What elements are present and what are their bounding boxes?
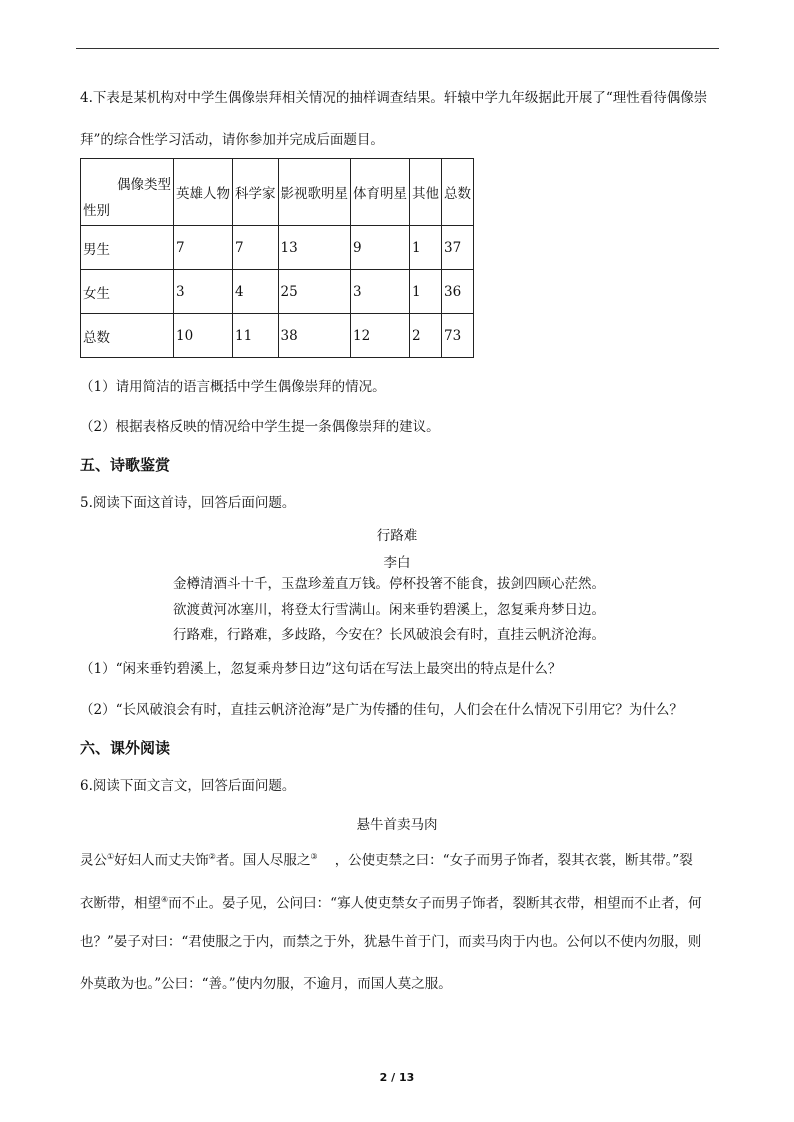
table-row [81, 226, 474, 270]
passage-text: 衣断带，相望 [80, 895, 161, 912]
passage-text: 灵公 [80, 852, 107, 869]
section-heading: 六、课外阅读 [80, 739, 171, 757]
q5-sub1: （1）“闲来垂钓碧溪上，忽复乘舟梦日边”这句话在写法上最突出的特点是什么？ [80, 661, 562, 677]
corner-bottom-label: 性别 [83, 203, 110, 219]
table-cell: 38 [278, 314, 351, 358]
table-cell: 12 [351, 314, 410, 358]
table-cell: 37 [442, 226, 474, 270]
table-cell: 1 [410, 270, 442, 314]
table-cell: 11 [233, 314, 279, 358]
table-cell: 73 [442, 314, 474, 358]
poem-author: 李白 [383, 555, 411, 571]
row-label: 总数 [81, 314, 174, 358]
table-header: 影视歌明星 [278, 159, 351, 226]
table-header-row [81, 159, 474, 226]
section-heading: 五、诗歌鉴赏 [80, 456, 171, 474]
poem-line: 行路难，行路难，多歧路，今安在？长风破浪会有时，直挂云帆济沧海。 [173, 627, 605, 643]
table-cell: 1 [410, 226, 442, 270]
idol-survey-table [80, 158, 474, 358]
table-cell: 4 [233, 270, 279, 314]
table-cell: 13 [278, 226, 351, 270]
table-row [81, 314, 474, 358]
row-label: 男生 [81, 226, 174, 270]
table-cell: 10 [174, 314, 233, 358]
table-cell: 3 [174, 270, 233, 314]
table-header: 体育明星 [351, 159, 410, 226]
q4-sub2: （2）根据表格反映的情况给中学生提一条偶像崇拜的建议。 [80, 419, 440, 435]
poem-line: 欲渡黄河冰塞川，将登太行雪满山。闲来垂钓碧溪上，忽复乘舟梦日边。 [173, 602, 605, 618]
table-corner-cell [81, 159, 174, 226]
table-cell: 9 [351, 226, 410, 270]
footnote-mark: ③ [310, 852, 318, 861]
q5-sub2: （2）“长风破浪会有时，直挂云帆济沧海”是广为传播的佳句，人们会在什么情况下引用它？为什么？ [80, 702, 683, 718]
passage-text: 而不止。晏子见，公问曰：“寡人使吏禁女子而男子饰者，裂断其衣带，相望而不止者，何 [168, 895, 702, 912]
passage-line: 外莫敢为也。”公曰：“善。”使内勿服，不逾月，而国人莫之服。 [80, 976, 452, 992]
table-header: 科学家 [233, 159, 279, 226]
table-cell: 25 [278, 270, 351, 314]
footnote-mark: ② [208, 852, 216, 861]
table-cell: 36 [442, 270, 474, 314]
q4-sub1: （1）请用简洁的语言概括中学生偶像崇拜的情况。 [80, 379, 386, 395]
table-cell: 7 [174, 226, 233, 270]
table-cell: 2 [410, 314, 442, 358]
page-number: 2 / 13 [379, 1071, 415, 1084]
poem-line: 金樽清酒斗十千，玉盘珍羞直万钱。停杯投箸不能食，拔剑四顾心茫然。 [173, 576, 605, 592]
passage-text: 者。国人尽服之 [215, 852, 311, 869]
q5-intro: 5.阅读下面这首诗，回答后面问题。 [80, 495, 296, 511]
table-header: 英雄人物 [174, 159, 233, 226]
table-header: 其他 [410, 159, 442, 226]
passage-text: ，公使吏禁之曰：“女子而男子饰者，裂其衣裳，断其带。”裂 [334, 852, 693, 869]
q4-line1: 4.下表是某机构对中学生偶像崇拜相关情况的抽样调查结果。轩辕中学九年级据此开展了“理性看待偶像崇 [80, 90, 708, 106]
passage-line: 也？”晏子对曰：“君使服之于内，而禁之于外，犹悬牛首于门，而卖马肉于内也。公何以不使内勿服，则 [80, 934, 702, 950]
table-cell: 3 [351, 270, 410, 314]
header-rule [76, 48, 719, 49]
q4-line2: 拜”的综合性学习活动，请你参加并完成后面题目。 [80, 132, 384, 148]
passage-line [80, 891, 702, 913]
table-row [81, 270, 474, 314]
row-label: 女生 [81, 270, 174, 314]
passage-line [80, 848, 693, 870]
q6-intro: 6.阅读下面文言文，回答后面问题。 [80, 778, 296, 794]
passage-title: 悬牛首卖马肉 [356, 817, 438, 833]
footnote-mark: ① [107, 852, 115, 861]
footnote-mark: ④ [161, 895, 169, 904]
poem-title: 行路难 [376, 528, 418, 544]
passage-text: 好妇人而丈夫饰 [114, 852, 209, 869]
table-cell: 7 [233, 226, 279, 270]
corner-top-label: 偶像类型 [117, 177, 171, 193]
table-header: 总数 [442, 159, 474, 226]
